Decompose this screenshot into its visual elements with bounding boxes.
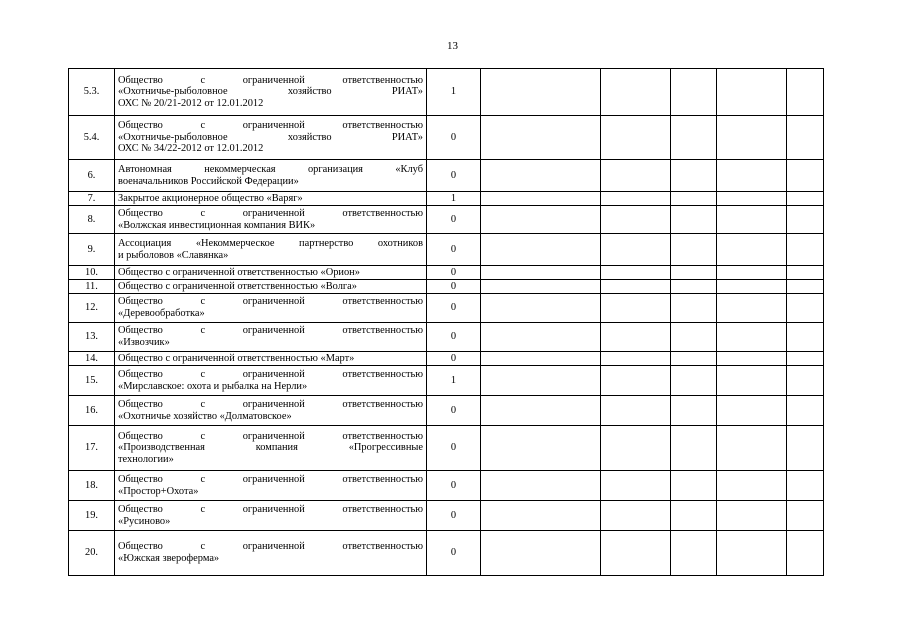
organization-name-line: ОХС № 20/21-2012 от 12.01.2012 <box>118 97 264 109</box>
empty-cell <box>671 471 717 501</box>
value-cell: 0 <box>427 426 481 471</box>
row-number: 7. <box>69 192 115 206</box>
empty-cell <box>481 192 601 206</box>
row-number: 5.4. <box>69 116 115 160</box>
organization-name <box>115 501 427 531</box>
organization-name <box>115 323 427 352</box>
value-cell: 1 <box>427 192 481 206</box>
empty-cell <box>787 366 824 396</box>
organization-name-line: «Мирславское: охота и рыбалка на Нерли» <box>118 380 308 392</box>
organization-name-line: «Охотничье хозяйство «Долматовское» <box>118 410 292 422</box>
value-cell: 0 <box>427 323 481 352</box>
organization-name <box>115 396 427 426</box>
row-number: 8. <box>69 206 115 234</box>
organization-name-line: Общество с ограниченной ответственностью «Орион» <box>118 266 360 278</box>
empty-cell <box>481 426 601 471</box>
empty-cell <box>481 471 601 501</box>
organization-name-line: Общество с ограниченной ответственностью <box>118 473 423 485</box>
organization-name-line: Закрытое акционерное общество «Варяг» <box>118 192 303 204</box>
row-number: 14. <box>69 352 115 366</box>
empty-cell <box>787 266 824 280</box>
table-row <box>69 234 824 266</box>
organization-name <box>115 160 427 192</box>
empty-cell <box>671 69 717 116</box>
value-cell: 0 <box>427 234 481 266</box>
empty-cell <box>481 396 601 426</box>
organization-name-line: «Деревообработка» <box>118 308 205 319</box>
table-row <box>69 501 824 531</box>
empty-cell <box>787 294 824 323</box>
empty-cell <box>601 323 671 352</box>
organization-name-line: Общество с ограниченной ответственностью <box>118 368 423 380</box>
empty-cell <box>717 323 787 352</box>
empty-cell <box>717 426 787 471</box>
empty-cell <box>671 426 717 471</box>
empty-cell <box>717 396 787 426</box>
empty-cell <box>671 352 717 366</box>
organization-name-line: Общество с ограниченной ответственностью <box>118 120 423 132</box>
empty-cell <box>601 366 671 396</box>
organization-name-line: Общество с ограниченной ответственностью <box>118 325 423 337</box>
value-cell: 0 <box>427 471 481 501</box>
table-row <box>69 116 824 160</box>
organization-name <box>115 280 427 294</box>
page-number: 13 <box>447 40 458 52</box>
empty-cell <box>787 116 824 160</box>
value-cell: 0 <box>427 160 481 192</box>
row-number: 6. <box>69 160 115 192</box>
organization-name-line: Общество с ограниченной ответственностью «Волга» <box>118 280 357 292</box>
empty-cell <box>671 501 717 531</box>
empty-cell <box>787 206 824 234</box>
organization-name-line: военачальников Российской Федерации» <box>118 175 299 187</box>
empty-cell <box>671 206 717 234</box>
value-cell: 0 <box>427 206 481 234</box>
table-row <box>69 160 824 192</box>
organization-name-line: Ассоциация «Некоммерческое партнерство охотников <box>118 237 423 249</box>
empty-cell <box>717 471 787 501</box>
registry-table <box>68 68 824 576</box>
organization-name <box>115 366 427 396</box>
empty-cell <box>601 501 671 531</box>
empty-cell <box>481 266 601 280</box>
value-cell: 0 <box>427 352 481 366</box>
empty-cell <box>787 323 824 352</box>
row-number: 20. <box>69 531 115 576</box>
table-row <box>69 69 824 116</box>
organization-name-line: ОХС № 34/22-2012 от 12.01.2012 <box>118 143 264 155</box>
empty-cell <box>717 192 787 206</box>
empty-cell <box>787 471 824 501</box>
empty-cell <box>481 160 601 192</box>
row-number: 16. <box>69 396 115 426</box>
empty-cell <box>481 501 601 531</box>
organization-name <box>115 234 427 266</box>
empty-cell <box>601 471 671 501</box>
organization-name-line: Общество с ограниченной ответственностью <box>118 430 423 442</box>
empty-cell <box>601 192 671 206</box>
table-row <box>69 294 824 323</box>
table-body <box>69 69 824 576</box>
table-row <box>69 352 824 366</box>
empty-cell <box>787 69 824 116</box>
organization-name <box>115 531 427 576</box>
row-number: 15. <box>69 366 115 396</box>
organization-name-line: «Охотничье-рыболовное хозяйство РИАТ» <box>118 131 423 143</box>
organization-name-line: «Охотничье-рыболовное хозяйство РИАТ» <box>118 86 423 98</box>
table-row <box>69 206 824 234</box>
table-row <box>69 323 824 352</box>
value-cell: 0 <box>427 501 481 531</box>
table-row <box>69 366 824 396</box>
empty-cell <box>717 294 787 323</box>
empty-cell <box>717 531 787 576</box>
table-row <box>69 426 824 471</box>
organization-name-line: Общество с ограниченной ответственностью <box>118 541 423 553</box>
organization-name-line: «Производственная компания «Прогрессивные <box>118 442 423 454</box>
organization-name-line: Общество с ограниченной ответственностью <box>118 207 423 219</box>
empty-cell <box>671 396 717 426</box>
empty-cell <box>787 234 824 266</box>
table-row <box>69 280 824 294</box>
row-number: 19. <box>69 501 115 531</box>
table-row <box>69 471 824 501</box>
value-cell: 0 <box>427 116 481 160</box>
empty-cell <box>481 366 601 396</box>
empty-cell <box>601 206 671 234</box>
value-cell: 1 <box>427 69 481 116</box>
empty-cell <box>671 531 717 576</box>
empty-cell <box>481 323 601 352</box>
empty-cell <box>601 531 671 576</box>
row-number: 9. <box>69 234 115 266</box>
empty-cell <box>671 192 717 206</box>
empty-cell <box>481 531 601 576</box>
row-number: 10. <box>69 266 115 280</box>
empty-cell <box>717 116 787 160</box>
empty-cell <box>481 234 601 266</box>
empty-cell <box>601 396 671 426</box>
organization-name <box>115 471 427 501</box>
row-number: 17. <box>69 426 115 471</box>
empty-cell <box>601 266 671 280</box>
empty-cell <box>787 501 824 531</box>
organization-name <box>115 192 427 206</box>
organization-name <box>115 69 427 116</box>
empty-cell <box>671 234 717 266</box>
empty-cell <box>787 531 824 576</box>
value-cell: 0 <box>427 531 481 576</box>
organization-name <box>115 116 427 160</box>
empty-cell <box>717 266 787 280</box>
empty-cell <box>601 116 671 160</box>
value-cell: 0 <box>427 266 481 280</box>
organization-name-line: Общество с ограниченной ответственностью «Март» <box>118 352 355 364</box>
empty-cell <box>787 352 824 366</box>
organization-name-line: Общество с ограниченной ответственностью <box>118 296 423 308</box>
value-cell: 0 <box>427 280 481 294</box>
table-row <box>69 396 824 426</box>
empty-cell <box>717 352 787 366</box>
organization-name <box>115 352 427 366</box>
organization-name-line: Автономная некоммерческая организация «Клуб <box>118 163 423 175</box>
empty-cell <box>601 294 671 323</box>
empty-cell <box>671 266 717 280</box>
organization-name <box>115 266 427 280</box>
empty-cell <box>481 352 601 366</box>
organization-name-line: «Южская звероферма» <box>118 553 220 564</box>
empty-cell <box>717 160 787 192</box>
empty-cell <box>601 160 671 192</box>
organization-name-line: технологии» <box>118 453 174 465</box>
organization-name <box>115 294 427 323</box>
empty-cell <box>671 116 717 160</box>
row-number: 12. <box>69 294 115 323</box>
empty-cell <box>787 396 824 426</box>
empty-cell <box>717 234 787 266</box>
empty-cell <box>787 160 824 192</box>
row-number: 5.3. <box>69 69 115 116</box>
empty-cell <box>787 426 824 471</box>
organization-name-line: Общество с ограниченной ответственностью <box>118 74 423 86</box>
table-row <box>69 531 824 576</box>
empty-cell <box>481 280 601 294</box>
value-cell: 0 <box>427 294 481 323</box>
empty-cell <box>601 426 671 471</box>
empty-cell <box>717 501 787 531</box>
empty-cell <box>787 280 824 294</box>
organization-name-line: Общество с ограниченной ответственностью <box>118 398 423 410</box>
empty-cell <box>671 280 717 294</box>
empty-cell <box>671 294 717 323</box>
organization-name-line: «Волжская инвестиционная компания ВИК» <box>118 219 316 231</box>
empty-cell <box>717 366 787 396</box>
organization-name <box>115 206 427 234</box>
value-cell: 0 <box>427 396 481 426</box>
empty-cell <box>601 234 671 266</box>
row-number: 18. <box>69 471 115 501</box>
empty-cell <box>671 160 717 192</box>
empty-cell <box>481 206 601 234</box>
empty-cell <box>481 294 601 323</box>
empty-cell <box>671 323 717 352</box>
organization-name-line: и рыболовов «Славянка» <box>118 249 229 261</box>
empty-cell <box>717 206 787 234</box>
empty-cell <box>601 69 671 116</box>
empty-cell <box>787 192 824 206</box>
empty-cell <box>717 69 787 116</box>
empty-cell <box>601 352 671 366</box>
empty-cell <box>481 69 601 116</box>
empty-cell <box>671 366 717 396</box>
organization-name-line: Общество с ограниченной ответственностью <box>118 503 423 515</box>
table-row <box>69 192 824 206</box>
row-number: 13. <box>69 323 115 352</box>
organization-name-line: «Русиново» <box>118 515 171 527</box>
organization-name <box>115 426 427 471</box>
empty-cell <box>717 280 787 294</box>
empty-cell <box>481 116 601 160</box>
organization-name-line: «Простор+Охота» <box>118 485 199 497</box>
organization-name-line: «Извозчик» <box>118 337 170 348</box>
value-cell: 1 <box>427 366 481 396</box>
empty-cell <box>601 280 671 294</box>
table-row <box>69 266 824 280</box>
row-number: 11. <box>69 280 115 294</box>
